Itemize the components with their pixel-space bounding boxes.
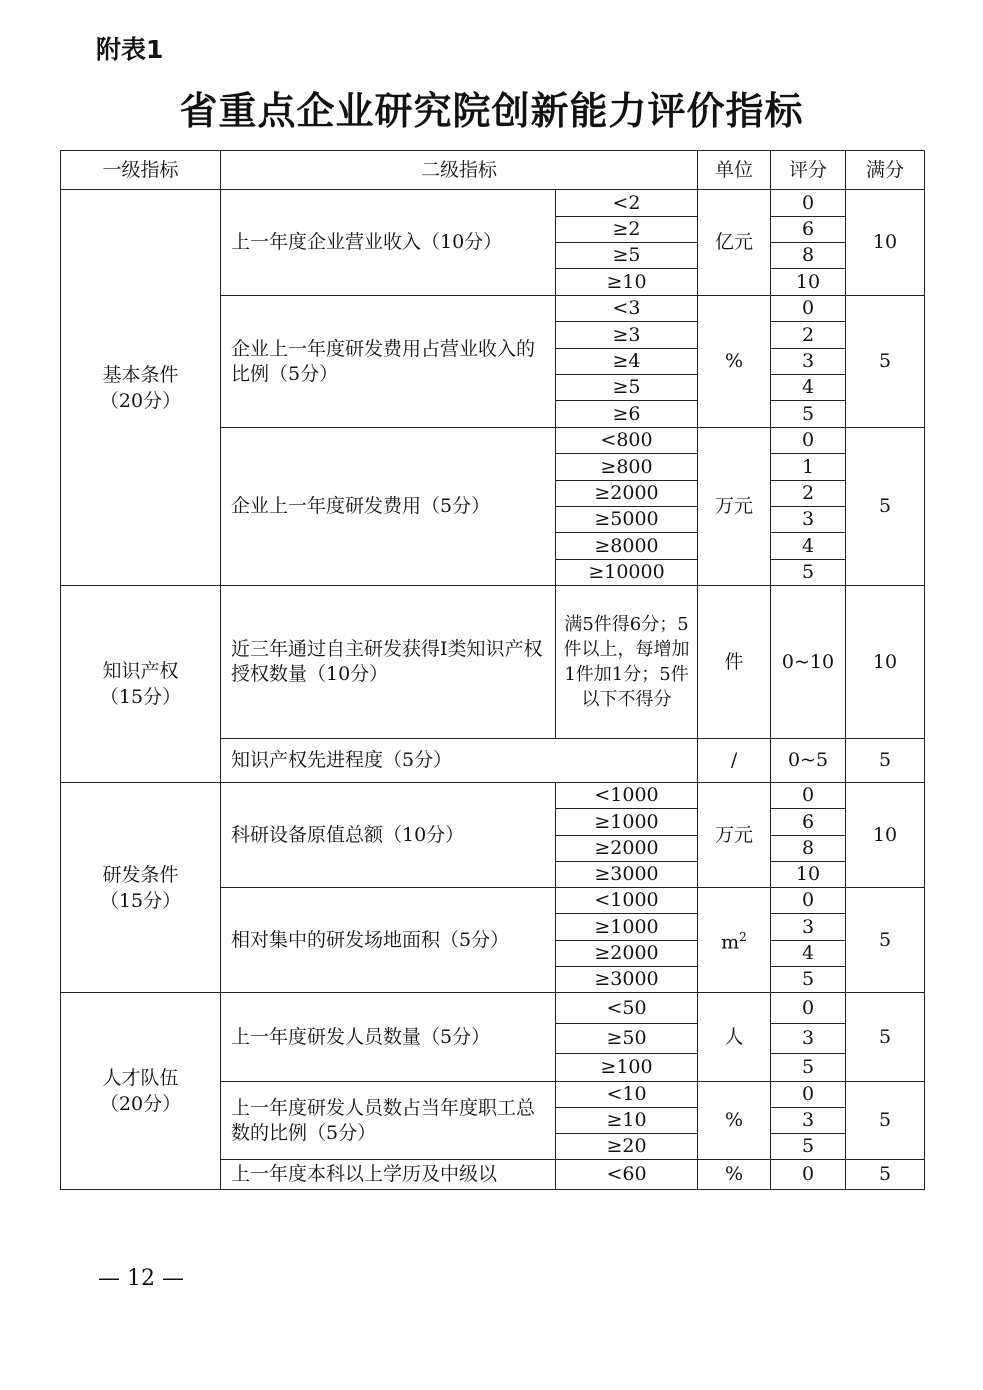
criterion-cell: <1000 — [556, 783, 698, 809]
score-cell: 10 — [771, 862, 846, 888]
score-cell: 5 — [771, 560, 846, 586]
criterion-cell: <3 — [556, 296, 698, 322]
score-cell: 1 — [771, 454, 846, 481]
criterion-cell: ≥2000 — [556, 481, 698, 507]
annex-label: 附表1 — [96, 35, 164, 64]
criterion-cell: ≥3000 — [556, 967, 698, 993]
unit-cell — [698, 586, 771, 739]
score-cell: 0 — [771, 783, 846, 809]
unit-text: 万元 — [715, 495, 754, 517]
level1-indicator — [61, 993, 221, 1190]
unit-text: 件 — [724, 650, 744, 673]
header-level1: 一级指标 — [61, 151, 221, 190]
max-score-cell: 5 — [846, 888, 925, 993]
score-cell: 4 — [771, 533, 846, 560]
level1-name: 知识产权 — [102, 660, 179, 682]
score-cell: 3 — [771, 1024, 846, 1054]
score-cell: 3 — [771, 349, 846, 375]
max-score-cell: 10 — [846, 783, 925, 888]
score-cell: 8 — [771, 243, 846, 269]
header-unit: 单位 — [698, 151, 771, 190]
level2-indicator: 企业上一年度研发费用占营业收入的比例（5分） — [221, 296, 556, 428]
criterion-cell: ≥10 — [556, 269, 698, 296]
level2-indicator: 上一年度研发人员数占当年度职工总数的比例（5分） — [221, 1082, 556, 1160]
level1-points: （15分） — [99, 686, 182, 708]
unit-cell — [698, 783, 771, 888]
level1-points: （20分） — [99, 1093, 182, 1115]
max-score-cell: 5 — [846, 428, 925, 586]
max-score-cell: 5 — [846, 1082, 925, 1160]
score-cell: 0 — [771, 1160, 846, 1190]
header-max-score: 满分 — [846, 151, 925, 190]
level1-name: 研发条件 — [102, 863, 179, 886]
level1-points: （15分） — [99, 889, 182, 912]
level2-indicator: 近三年通过自主研发获得I类知识产权授权数量（10分） — [221, 586, 556, 739]
score-cell: 6 — [771, 217, 846, 243]
unit-cell — [698, 1160, 771, 1190]
unit-text: 亿元 — [715, 231, 754, 253]
criterion-cell: ≥2000 — [556, 941, 698, 967]
level2-indicator: 企业上一年度研发费用（5分） — [221, 428, 556, 586]
score-cell: 0~10 — [771, 586, 846, 739]
score-cell: 4 — [771, 941, 846, 967]
level2-indicator: 上一年度企业营业收入（10分） — [221, 190, 556, 296]
score-cell: 0 — [771, 993, 846, 1024]
level1-indicator — [61, 586, 221, 783]
unit-cell — [698, 993, 771, 1082]
level1-name: 人才队伍 — [102, 1067, 179, 1089]
level2-indicator: 科研设备原值总额（10分） — [221, 783, 556, 888]
table-row — [61, 783, 925, 809]
criterion-cell: ≥2000 — [556, 836, 698, 862]
score-cell: 5 — [771, 401, 846, 428]
criterion-cell: ≥50 — [556, 1024, 698, 1054]
criterion-cell: <60 — [556, 1160, 698, 1190]
score-cell: 3 — [771, 507, 846, 533]
score-cell: 4 — [771, 375, 846, 401]
score-cell: 3 — [771, 1108, 846, 1134]
score-cell: 3 — [771, 914, 846, 941]
score-cell: 10 — [771, 269, 846, 296]
score-cell: 0 — [771, 190, 846, 217]
max-score-cell: 5 — [846, 1160, 925, 1190]
level1-points: （20分） — [99, 389, 182, 412]
level2-indicator: 上一年度本科以上学历及中级以 — [221, 1160, 556, 1190]
criterion-cell: ≥4 — [556, 349, 698, 375]
unit-cell — [698, 190, 771, 296]
evaluation-table — [60, 150, 925, 1190]
criterion-cell: ≥5 — [556, 243, 698, 269]
level2-indicator: 上一年度研发人员数量（5分） — [221, 993, 556, 1082]
criterion-cell: <1000 — [556, 888, 698, 914]
table-row — [61, 993, 925, 1024]
score-cell: 0 — [771, 1082, 846, 1108]
criterion-cell: ≥1000 — [556, 914, 698, 941]
criterion-cell: <2 — [556, 190, 698, 217]
unit-text: 万元 — [715, 823, 754, 846]
level1-indicator — [61, 190, 221, 586]
criterion-cell: ≥10 — [556, 1108, 698, 1134]
unit-cell — [698, 428, 771, 586]
max-score-cell: 5 — [846, 993, 925, 1082]
criterion-cell: 满5件得6分；5件以上，每增加1件加1分；5件以下不得分 — [556, 586, 698, 739]
unit-cell — [698, 739, 771, 783]
table-row — [61, 586, 925, 739]
criterion-cell: ≥800 — [556, 454, 698, 481]
criterion-cell: ≥5 — [556, 375, 698, 401]
criterion-cell: <50 — [556, 993, 698, 1024]
criterion-cell: ≥3 — [556, 322, 698, 349]
header-level2: 二级指标 — [221, 151, 698, 190]
score-cell: 5 — [771, 1054, 846, 1082]
header-score: 评分 — [771, 151, 846, 190]
criterion-cell: ≥3000 — [556, 862, 698, 888]
max-score-cell: 10 — [846, 586, 925, 739]
unit-text: / — [730, 749, 738, 771]
document-title: 省重点企业研究院创新能力评价指标 — [179, 89, 804, 133]
score-cell: 5 — [771, 1134, 846, 1160]
level2-indicator: 知识产权先进程度（5分） — [221, 739, 698, 783]
unit-text: 人 — [724, 1025, 744, 1048]
score-cell: 8 — [771, 836, 846, 862]
unit-superscript: 2 — [739, 929, 747, 944]
score-cell: 0~5 — [771, 739, 846, 783]
page-number: — 12 — — [98, 1266, 184, 1291]
criterion-cell: ≥20 — [556, 1134, 698, 1160]
max-score-cell: 10 — [846, 190, 925, 296]
criterion-cell: ≥2 — [556, 217, 698, 243]
unit-text: % — [724, 1163, 744, 1185]
table-row — [61, 190, 925, 217]
level2-indicator: 相对集中的研发场地面积（5分） — [221, 888, 556, 993]
criterion-cell: <800 — [556, 428, 698, 454]
unit-cell — [698, 296, 771, 428]
unit-text: % — [724, 1109, 744, 1131]
criterion-cell: ≥100 — [556, 1054, 698, 1082]
criterion-cell: ≥5000 — [556, 507, 698, 533]
max-score-cell: 5 — [846, 296, 925, 428]
score-cell: 5 — [771, 967, 846, 993]
header-row — [61, 151, 925, 190]
criterion-cell: ≥6 — [556, 401, 698, 428]
score-cell: 0 — [771, 428, 846, 454]
score-cell: 2 — [771, 322, 846, 349]
score-cell: 6 — [771, 809, 846, 836]
criterion-cell: ≥10000 — [556, 560, 698, 586]
unit-text: % — [724, 350, 744, 372]
score-cell: 0 — [771, 888, 846, 914]
criterion-cell: ≥1000 — [556, 809, 698, 836]
criterion-cell: ≥8000 — [556, 533, 698, 560]
unit-cell — [698, 888, 771, 993]
unit-cell — [698, 1082, 771, 1160]
max-score-cell: 5 — [846, 739, 925, 783]
score-cell: 2 — [771, 481, 846, 507]
level1-indicator — [61, 783, 221, 993]
score-cell: 0 — [771, 296, 846, 322]
criterion-cell: <10 — [556, 1082, 698, 1108]
level1-name: 基本条件 — [102, 363, 179, 386]
unit-text: m — [721, 931, 740, 954]
